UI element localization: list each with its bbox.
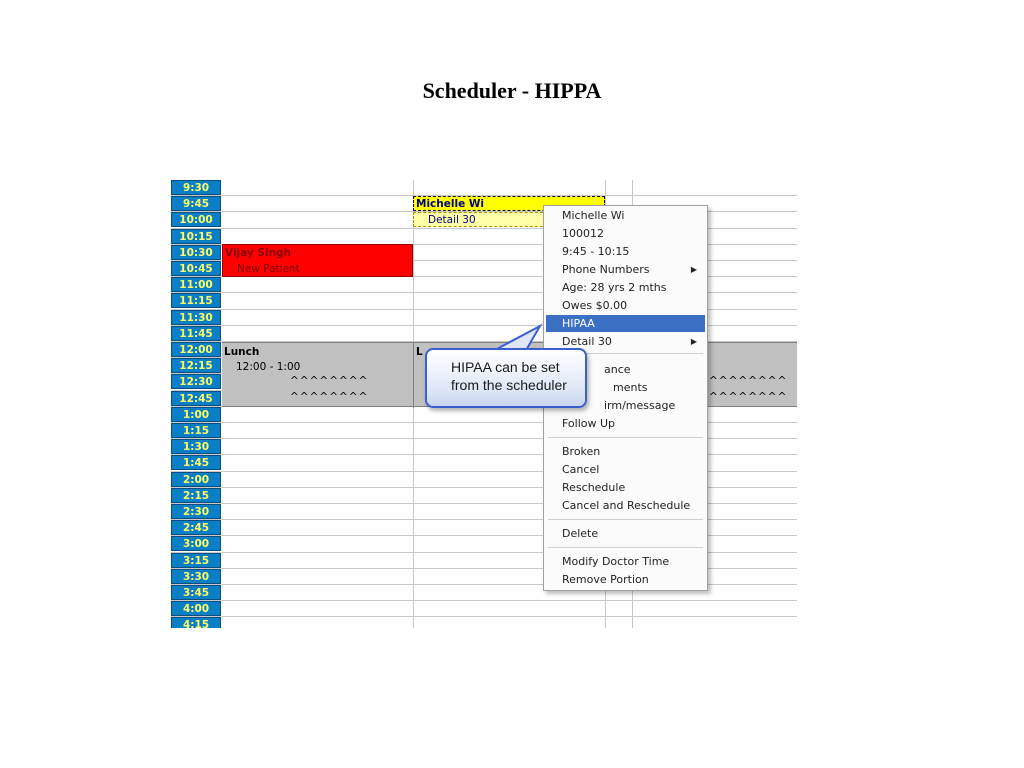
time-slot-label: 10:00 — [171, 212, 221, 227]
menu-item-remove-portion[interactable]: Remove Portion — [562, 573, 649, 586]
time-slot-label: 2:45 — [171, 520, 221, 535]
menu-item-phone-numbers[interactable] — [546, 261, 705, 278]
menu-item-confirm-message[interactable]: irm/message — [604, 399, 676, 412]
time-slot-label: 12:15 — [171, 358, 221, 373]
menu-item-label: Phone Numbers — [562, 263, 650, 276]
lunch-carets: ^^^^^^^^ — [709, 375, 788, 387]
menu-item-age[interactable]: Age: 28 yrs 2 mths — [562, 281, 667, 294]
time-row[interactable] — [171, 601, 797, 617]
time-slot-label: 9:45 — [171, 196, 221, 211]
submenu-arrow-icon: ▶ — [690, 265, 697, 274]
appointment-michelle-detail[interactable] — [413, 212, 553, 227]
time-slot-label: 11:15 — [171, 293, 221, 308]
lunch-time: 12:00 - 1:00 — [236, 361, 301, 373]
menu-item-modify-doctor-time[interactable]: Modify Doctor Time — [562, 555, 670, 568]
menu-item-reschedule[interactable]: Reschedule — [562, 481, 626, 494]
time-row[interactable] — [171, 617, 797, 628]
appointment-patient-name: Michelle Wi — [416, 198, 485, 210]
time-slot-label: 12:45 — [171, 391, 221, 406]
lunch-carets: ^^^^^^^^ — [290, 375, 369, 387]
time-slot-label: 10:15 — [171, 229, 221, 244]
time-slot-label: 1:00 — [171, 407, 221, 422]
slide-title: Scheduler - HIPPA — [422, 78, 602, 103]
menu-item-cancel-and-reschedule[interactable]: Cancel and Reschedule — [562, 499, 691, 512]
menu-item-delete[interactable]: Delete — [562, 527, 599, 540]
time-slot-label: 3:00 — [171, 536, 221, 551]
time-slot-label: 3:15 — [171, 553, 221, 568]
time-slot-label: 12:30 — [171, 374, 221, 389]
lunch-carets: ^^^^^^^^ — [290, 391, 369, 403]
time-slot-label: 11:30 — [171, 310, 221, 325]
menu-item-cancel[interactable]: Cancel — [562, 463, 600, 476]
menu-separator — [548, 437, 703, 438]
time-slot-label: 10:30 — [171, 245, 221, 260]
time-slot-label: 2:30 — [171, 504, 221, 519]
time-slot-label: 11:00 — [171, 277, 221, 292]
menu-separator — [548, 547, 703, 548]
menu-item-broken[interactable]: Broken — [562, 445, 601, 458]
time-slot-label: 3:45 — [171, 585, 221, 600]
menu-item-label: Detail 30 — [562, 335, 612, 348]
time-slot-label: 3:30 — [171, 569, 221, 584]
menu-item-patient-name[interactable]: Michelle Wi — [562, 209, 625, 222]
menu-item-comments[interactable]: ments — [613, 381, 648, 394]
menu-item-patient-id[interactable]: 100012 — [562, 227, 604, 240]
time-slot-label: 2:00 — [171, 472, 221, 487]
lunch-carets: ^^^^^^^^ — [709, 391, 788, 403]
menu-item-owes[interactable]: Owes $0.00 — [562, 299, 628, 312]
time-slot-label: 4:00 — [171, 601, 221, 616]
appointment-detail: Detail 30 — [428, 214, 476, 226]
time-slot-label: 9:30 — [171, 180, 221, 195]
time-slot-label: 11:45 — [171, 326, 221, 341]
menu-item-follow-up[interactable]: Follow Up — [562, 417, 616, 430]
appointment-patient-name: Vijay Singh — [225, 247, 292, 259]
time-slot-label: 12:00 — [171, 342, 221, 357]
callout-annotation — [425, 348, 587, 408]
callout-line-1: HIPAA can be set — [451, 359, 560, 375]
menu-item-attendance[interactable]: ance — [604, 363, 631, 376]
time-slot-label: 1:15 — [171, 423, 221, 438]
appointment-vijay-singh[interactable] — [222, 244, 413, 277]
lunch-divider — [413, 343, 414, 408]
lunch-label: Lunch — [224, 346, 260, 358]
lunch-label-2: L — [416, 346, 423, 358]
time-slot-label: 4:15 — [171, 617, 221, 628]
time-slot-label: 1:45 — [171, 455, 221, 470]
time-slot-label: 1:30 — [171, 439, 221, 454]
appointment-detail: New Patient — [237, 263, 300, 275]
time-slot-label: 10:45 — [171, 261, 221, 276]
callout-line-2: from the scheduler — [451, 377, 567, 393]
menu-item-hipaa[interactable]: HIPAA — [546, 315, 705, 332]
time-slot-label: 2:15 — [171, 488, 221, 503]
time-row[interactable] — [171, 180, 797, 196]
menu-item-time[interactable]: 9:45 - 10:15 — [562, 245, 630, 258]
submenu-arrow-icon: ▶ — [690, 337, 697, 346]
menu-separator — [548, 519, 703, 520]
